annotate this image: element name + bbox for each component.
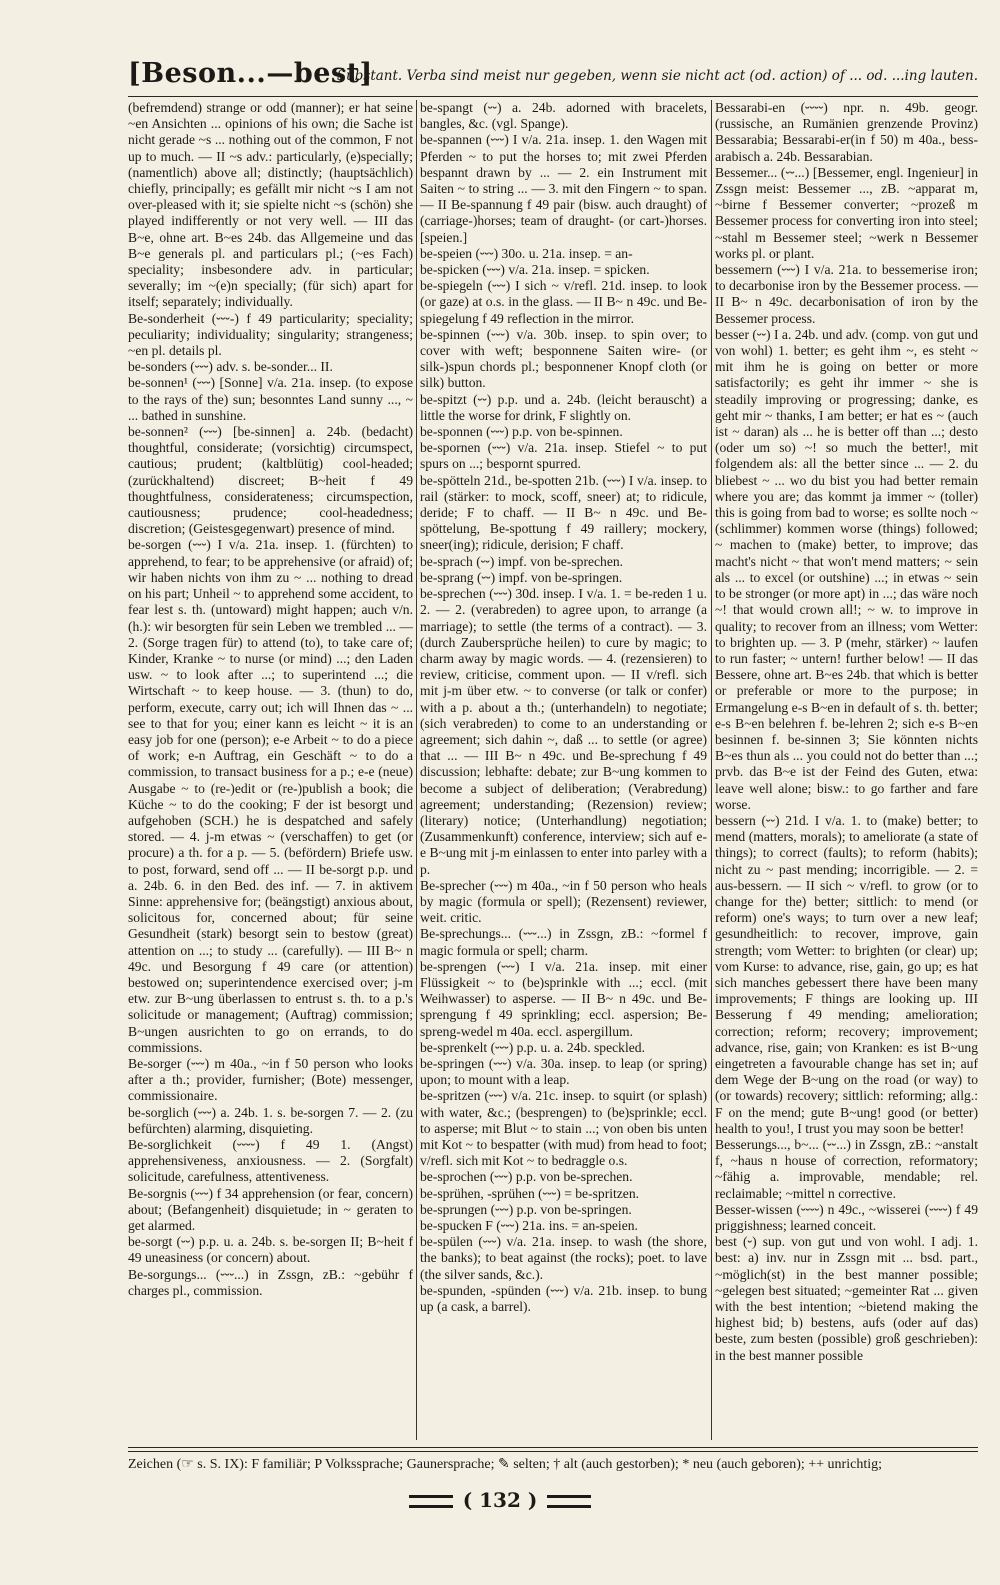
dictionary-entry: be-spucken F (⏑⏑⏑) 21a. ins. = an-speien.: [420, 1218, 638, 1234]
dictionary-entry: be-sonnen¹ (⏑⏑⏑) [Sonne] v/a. 21a. insep. (to expose to the rays of the) sun; besonntes Land sunny ..., ~ ... bathed in sunshine.: [128, 375, 413, 423]
column-middle: [420, 100, 707, 1440]
running-head-title: [Beson...—best]: [128, 58, 373, 89]
footer-rule: [128, 1447, 978, 1452]
dictionary-entry: be-spangt (⏑⏑) a. 24b. adorned with bracelets, bangles, &c. (vgl. Spange).: [420, 100, 707, 132]
dictionary-entry: be-sprungen (⏑⏑⏑) p.p. von be-springen.: [420, 1201, 632, 1217]
column-right: [715, 100, 978, 1440]
column-left: [128, 100, 413, 1440]
dictionary-entry: be-spannen (⏑⏑⏑) I v/a. 21a. insep. 1. den Wagen mit Pferden ~ to put the horses to; mit zwei Pferden bespannt drawn by ... — 2. ein Instrument mit Saiten ~ to string ... — 3. mit den Fingern ~ to span. — II Be-spannung f 49 pair (bisw. auch draught) of (carriage-)horses; team of draught- (or cart-)horses. [speien.]: [420, 132, 707, 245]
dictionary-entry: Bessarabi-en (⏑⏑⏑⏑) npr. n. 49b. geogr. (russische, an Rumänien grenzende Provinz) Bessarabia; Bessarabi-er(in f 50) m 40a., bess-arabisch a. 24b. Bessarabian.: [715, 100, 978, 164]
page-number-ornament-left: [409, 1495, 453, 1508]
symbol-legend: Zeichen (☞ s. S. IX): F familiär; P Volkssprache; Gaunersprache; ✎ selten; † alt (auch gestorben); * neu (auch geboren); ++ unrichtig;: [128, 1457, 882, 1472]
dictionary-entry: be-sonders (⏑⏑⏑) adv. s. be-sonder... II.: [128, 359, 333, 375]
dictionary-entry: (befremdend) strange or odd (manner); er hat seine ~en Ansichten ... opinions of his own; die Sache ist nicht gerade ~s ... nothing out of the common, F not up to much. — II ~s adv.: particularly, (e)specially; (namentlich) above all; distinctly; (hauptsächlich) chiefly, principally; es gefällt mir nicht ~s I am not over-pleased with it; sie spielte nicht ~s (schön) she played indifferently or not very well. — III das B~e, ohne art. B~es 24b. das Allgemeine und das B~e generals pl. and particulars pl.; (~es Fach) speciality; insbesondere adv. in particular; severally; im ~(e)n specially; (für sich) apart for itself; separately; individually.: [128, 100, 413, 310]
column-rule-left: [416, 100, 417, 1440]
page-number: ( 132 ): [462, 1488, 538, 1512]
dictionary-entry: be-spülen (⏑⏑⏑) v/a. 21a. insep. to wash (the shore, the banks); to beat against (the rocks); poet. to lave (the silver sands, &c.).: [420, 1234, 707, 1282]
dictionary-entry: Bessemer... (⏑⏑...) [Bessemer, engl. Ingenieur] in Zssgn meist: Bessemer ..., zB. ~apparat m, ~birne f Bessemer converter; ~prozeß m Bessemer process for converting iron into steel; ~stahl m Bessemer steel; ~werk n Bessemer works pl. or plant.: [715, 164, 978, 261]
dictionary-entry: be-springen (⏑⏑⏑) v/a. 30a. insep. to leap (or spring) upon; to mount with a leap.: [420, 1055, 707, 1088]
dictionary-entry: Besserungs..., b~... (⏑⏑...) in Zssgn, zB.: ~anstalt f, ~haus n house of correction, reformatory; ~fähig a. improvable, mendable; rel. reclaimable; ~mittel n corrective.: [715, 1137, 978, 1201]
dictionary-entry: be-spinnen (⏑⏑⏑) v/a. 30b. insep. to spin over; to cover with weft; besponnene Saiten wire- (or silk-)spun chords pl.; besponnener Knopf cloth (or silk) button.: [420, 326, 707, 391]
dictionary-entry: be-sprenkelt (⏑⏑⏑) p.p. u. a. 24b. speckled.: [420, 1039, 645, 1055]
dictionary-entry: besser (⏑⏑) I a. 24b. und adv. (comp. von gut und von wohl) 1. better; es geht ihm ~, es steht ~ mit ihm he is going on better or more satisfactorily; es geht ihr immer ~ she is steadily improving or progressing; danke, es geht mir ~ thanks, I am better; er hat es ~ (auch ist ~ daran) als ... he is better off than ...; desto (oder um so) ~! so much the better!, mit folgendem als: all the better since ... — 2. du bliebest ~ ... wo du bist you had better remain where you are; das kommt ja immer ~ (toller) this is going from bad to worse; es sollte noch ~ (schlimmer) kommen worse (things) followed; ~ machen to (make) better, to improve; das macht's nicht ~ that won't mend matters; ~ sein als ... to excel (or outshine) ...; in etwas ~ sein to be stronger (or more apt) in ...; das wäre noch ~! that would crown all!; ~ w. to improve in quality; to recover from an illness; vom Wetter: to brighten up. — 3. P (mehr, stärker) ~ laufen to run faster; ~ untern! further below! — II das Bessere, ohne art. B~es 24b. that which is better or preferable or more to the purpose; in Ermangelung e-s B~en in default of s. th. better; e-s B~en belehren f. be-lehren 2; sich e-s B~en besinnen f. be-sinnen 3; Sie könnten nichts B~es thun als ... you could not do better than ...; prvb. das B~e ist der Feind des Guten, etwa: leave well alone; bisw.: to go farther and fare worse.: [715, 326, 978, 812]
dictionary-entry: be-sorgt (⏑⏑) p.p. u. a. 24b. s. be-sorgen II; B~heit f 49 uneasiness (or concern) about.: [128, 1234, 413, 1266]
dictionary-entry: Be-sprecher (⏑⏑⏑) m 40a., ~in f 50 person who heals by magic (formula or spell); (Rezensent) reviewer, weit. critic.: [420, 877, 707, 926]
dictionary-entry: be-spornen (⏑⏑⏑) v/a. 21a. insep. Stiefel ~ to put spurs on ...; bespornt spurred.: [420, 440, 707, 472]
dictionary-entry: be-spicken (⏑⏑⏑) v/a. 21a. insep. = spicken.: [420, 262, 650, 278]
dictionary-entry: be-sprühen, -sprühen (⏑⏑⏑) = be-spritzen.: [420, 1185, 640, 1201]
dictionary-entry: Be-sorglichkeit (⏑⏑⏑⏑) f 49 1. (Angst) apprehensiveness, anxiousness. — 2. (Sorgfalt) solicitude, carefulness, attentiveness.: [128, 1137, 413, 1185]
dictionary-entry: Besser-wissen (⏑⏑⏑⏑) n 49c., ~wisserei (⏑⏑⏑⏑) f 49 priggishness; learned conceit.: [715, 1201, 978, 1234]
dictionary-entry: bessemern (⏑⏑⏑) I v/a. 21a. to bessemerise iron; to decarbonise iron by the Bessemer process. — II B~ n 49c. decarbonisation of iron by the Bessemer process.: [715, 262, 978, 326]
dictionary-entry: Be-sorgungs... (⏑⏑⏑...) in Zssgn, zB.: ~gebühr f charges pl., commission.: [128, 1266, 413, 1298]
dictionary-entry: be-sprechen (⏑⏑⏑) 30d. insep. I v/a. 1. = be-reden 1 u. 2. — 2. (verabreden) to agree upon, to arrange (a marriage); to settle (the terms of a contract). — 3. (durch Zaubersprüche heilen) to cure by magic; to charm away by magic words. — 4. (rezensieren) to review, criticise, comment upon. — II v/refl. sich mit j-m über etw. ~ to converse (or talk or confer) with a p. about a th.; (unterhandeln) to negotiate; (sich verabreden) to come to an understanding or agreement; sich dahin ~, daß ... to settle (or agree) that ... — III B~ n 49c. und Be-sprechung f 49 discussion; lebhafte: debate; zur B~ung kommen to become a subject of deliberation; (Verabredung) agreement; understanding; (Rezension) review; (literary) notice; (Unterhandlung) negotiation; (Zusammenkunft) conference, interview; sich auf e-e B~ung mit j-m einlassen to enter into parley with a p.: [420, 586, 707, 877]
dictionary-entry: be-sprach (⏑⏑) impf. von be-sprechen.: [420, 553, 624, 569]
dictionary-entry: be-spitzt (⏑⏑) p.p. und a. 24b. (leicht berauscht) a little the worse for drink, F slightly on.: [420, 391, 707, 423]
dictionary-entry: be-sorgen (⏑⏑⏑) I v/a. 21a. insep. 1. (fürchten) to apprehend, to fear; to be apprehensive (or afraid) of; wir haben nichts von ihm zu ~ ... nothing to dread on his part; Unheil ~ to apprehend some accident, to fear lest s. th. (untoward) might happen; auch v/n. (h.): wir besorgten für sein Leben we trembled ... — 2. (Sorge tragen für) to attend (to), to take care of; Kinder, Kranke ~ to nurse (or mind) ...; den Laden usw. ~ to look after ...; to superintend ...; die Wirtschaft ~ to keep house. — 3. (thun) to do, perform, execute, carry out; ich will Ihnen das ~ ... see to that for you; einer kann es leicht ~ it is an easy job for one (person); e-e Arbeit ~ to do a piece of work; e-n Auftrag, ein Geschäft ~ to do a commission, to transact business for a p.; e-e (neue) Ausgabe ~ to (re-)edit or (re-)publish a book; die Küche ~ to do the cooking; F der ist besorgt und aufgehoben (SCH.) he is despatched and safely stored. — 4. j-m etwas ~ (verschaffen) to get (or procure) a th. for a p. — 5. (befördern) Briefe usw. to post, forward, send off ... — II be-sorgt p.p. und a. 24b. 6. in den Bed. des inf. — 7. in aktivem Sinne: apprehensive for; (beängstigt) anxious about, solicitous for, concerned about; für seine Gesundheit (stark) besorgt sein to bestow (great) attention on ...; to study ... (carefully). — III B~ n 49c. und Besorgung f 49 care (or attention) bestowed on; superintendence exercised over; j-m etw. zur B~ung überlassen to entrust s. th. to a p.'s solicitude or management; (Auftrag) commission; B~ungen ausrichten to go on errands, to do commissions.: [128, 537, 413, 1055]
dictionary-entry: be-speien (⏑⏑⏑) 30o. u. 21a. insep. = an-: [420, 245, 633, 261]
dictionary-entry: Be-sonderheit (⏑⏑⏑-) f 49 particularity; speciality; peculiarity; individuality; singularity; strangeness; ~en pl. details pl.: [128, 310, 413, 359]
dictionary-entry: be-sonnen² (⏑⏑⏑) [be-sinnen] a. 24b. (bedacht) thoughtful, considerate; (vorsichtig) circumspect, cautious; prudent; (kaltblütig) cool-headed; (zurückhaltend) discreet; B~heit f 49 thoughtfulness, considerateness; circumspection, cautiousness; prudence; cool-headedness; discretion; (Geistesgegenwart) presence of mind.: [128, 424, 413, 537]
dictionary-entry: be-sponnen (⏑⏑⏑) p.p. von be-spinnen.: [420, 424, 623, 440]
dictionary-entry: be-spritzen (⏑⏑⏑) v/a. 21c. insep. to squirt (or splash) with water, &c.; (besprengen) to (be)sprinkle; eccl. to asperse; mit Blut ~ to stain ...; von oben bis unten mit Kot ~ to bespatter (with mud) from head to foot; v/refl. sich mit Kot ~ to bedraggle o.s.: [420, 1088, 707, 1169]
dictionary-entry: be-sprang (⏑⏑) impf. von be-springen.: [420, 569, 623, 585]
page-number-ornament-right: [547, 1495, 591, 1508]
dictionary-entry: be-spiegeln (⏑⏑⏑) I sich ~ v/refl. 21d. insep. to look (or gaze) at o.s. in the glass. — II B~ n 49c. und Be-spiegelung f 49 reflection in the mirror.: [420, 278, 707, 326]
dictionary-entry: Be-sorger (⏑⏑⏑) m 40a., ~in f 50 person who looks after a th.; provider, furnisher; (Bote) messenger, commissionaire.: [128, 1055, 413, 1104]
page-header: [128, 58, 978, 97]
dictionary-entry: be-spötteln 21d., be-spotten 21b. (⏑⏑⏑) I v/a. insep. to rail (stärker: to mock, scoff, sneer) at; to ridicule, deride; F to chaff. — II B~ n 49c. und Be-spöttelung, Be-spottung f 49 raillery; mockery, sneer(ing); ridicule, derision; F chaff.: [420, 472, 707, 553]
dictionary-entry: be-sprochen (⏑⏑⏑) p.p. von be-sprechen.: [420, 1169, 633, 1185]
dictionary-entry: best (⏑) sup. von gut und von wohl. I adj. 1. best: a) inv. nur in Zssgn mit ... bsd. part., ~möglich(st) in the best manner possible; ~gelegen best situated; ~gemeinter Rat ... given with the best intention; ~bietend making the highest bid; b) bestens, aufs (oder auf das) beste, zum besten (possible) groß geschrieben): in the best manner possible: [715, 1234, 978, 1363]
dictionary-entry: Be-sorgnis (⏑⏑⏑) f 34 apprehension (or fear, concern) about; (Befangenheit) disquietude; in ~ geraten to get alarmed.: [128, 1185, 413, 1234]
dictionary-entry: be-sorglich (⏑⏑⏑) a. 24b. 1. s. be-sorgen 7. — 2. (zu befürchten) alarming, disquieting.: [128, 1104, 413, 1136]
page-number-block: [0, 1488, 1000, 1512]
dictionary-entry: bessern (⏑⏑) 21d. I v/a. 1. to (make) better; to mend (matters, morals); to ameliorate (a state of things); to correct (faults); to reform (habits); nicht zu ~ past mending; incorrigible. — 2. = aus-bessern. — II sich ~ v/refl. to grow (or to change for the) better; sittlich: to mend (or reform) one's ways; to turn over a new leaf; gesundheitlich: to recover, improve, gain strength; vom Wetter: to brighten (or clear) up; vom Kurse: to advance, rise, gain, go up; es hat sich manches gebessert there have been many improvements; F things are looking up. III Besserung f 49 mending; amelioration; correction; reform; recovery; improvement; advance, rise, gain; von Kranken: es ist B~ung eingetreten a favourable change has set in; auf dem Wege der B~ung on the road (or way) to (or towards) recovery; sittlich: reforming; allg.: F on the mend; gute B~ung! good (or better) health to you!, I trust you may soon be better!: [715, 812, 978, 1136]
dictionary-entry: be-sprengen (⏑⏑⏑) I v/a. 21a. insep. mit einer Flüssigkeit ~ to (be)sprinkle with ...; eccl. (mit Weihwasser) to asperse. — II B~ n 49c. und Be-sprengung f 49 sprinkling; eccl. aspersion; Be-spreng-wedel m 40a. eccl. aspergillum.: [420, 958, 707, 1039]
column-rule-right: [711, 100, 712, 1440]
dictionary-entry: Be-sprechungs... (⏑⏑⏑...) in Zssgn, zB.: ~formel f magic formula or spell; charm.: [420, 926, 707, 958]
dictionary-entry: be-spunden, -spünden (⏑⏑⏑) v/a. 21b. insep. to bung up (a cask, a barrel).: [420, 1282, 707, 1315]
running-head-note: Substant. Verba sind meist nur gegeben, wenn sie nicht act (od. action) of ... od. ...ing lauten.: [336, 68, 978, 84]
